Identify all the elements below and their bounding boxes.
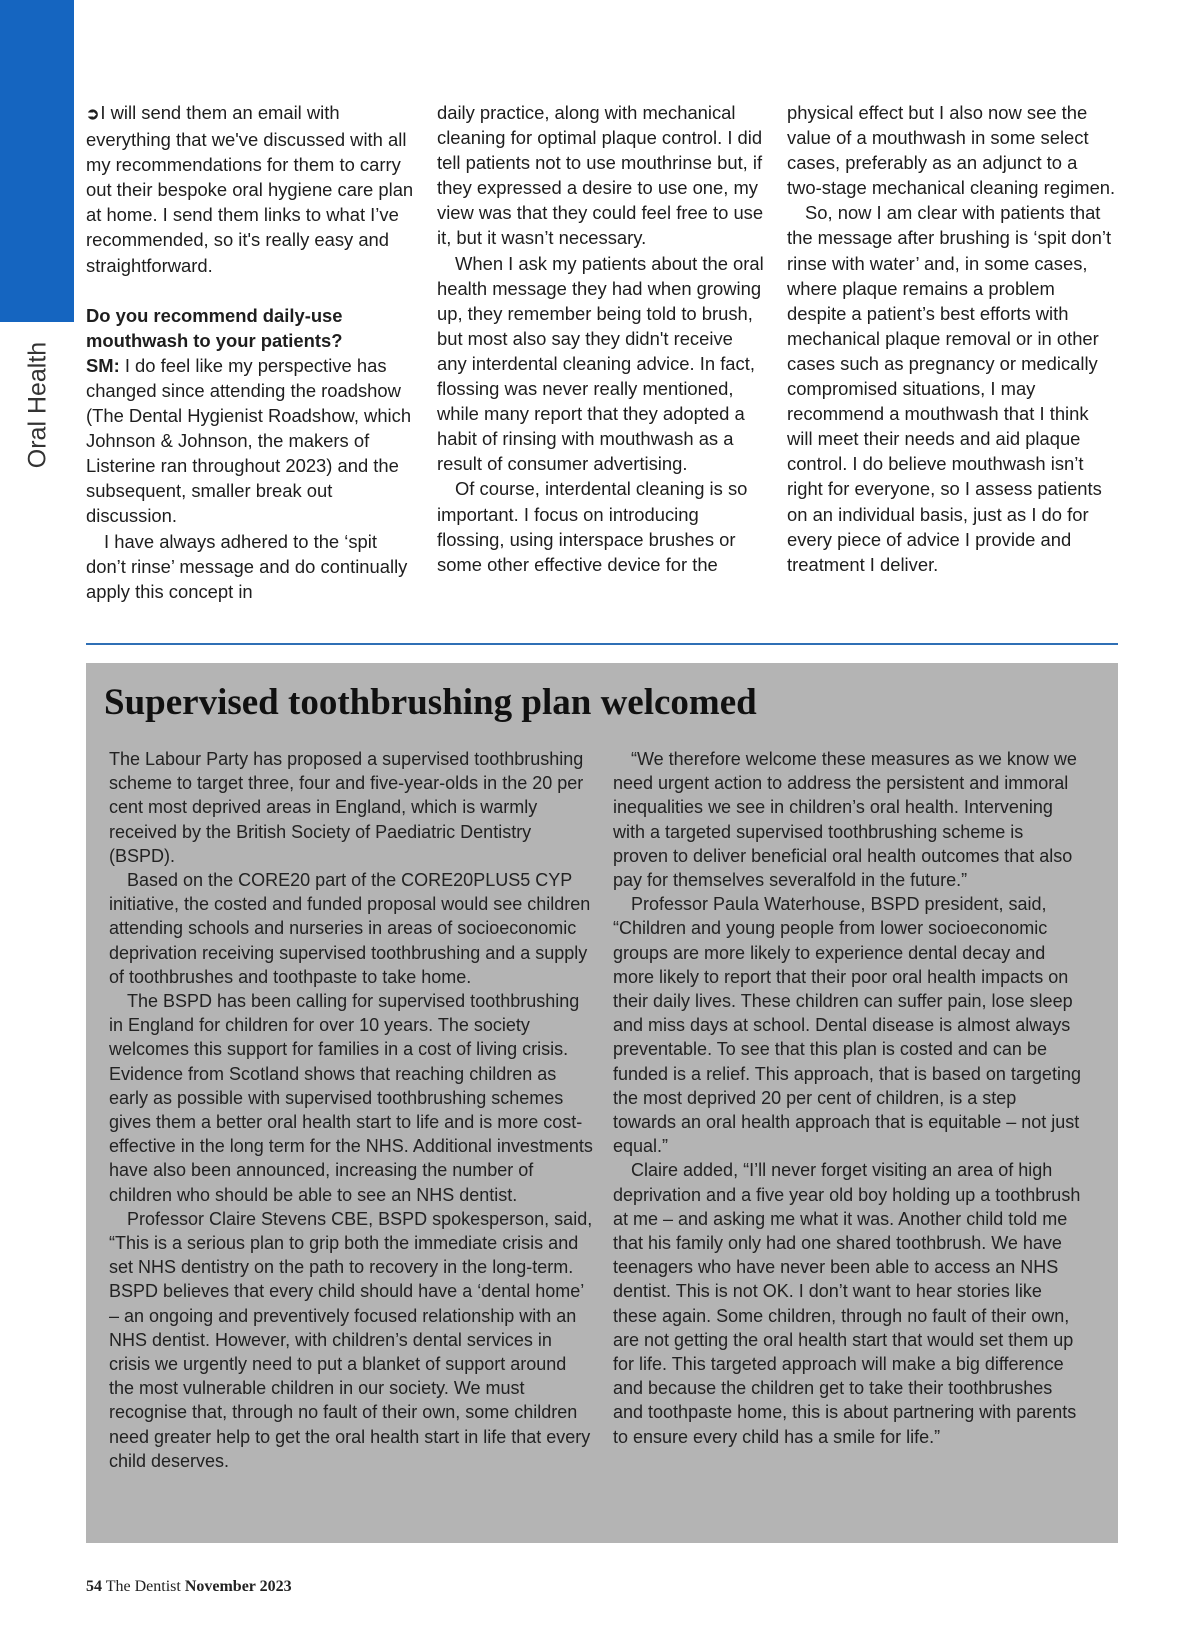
interview-answer: SM: I do feel like my perspective has changed since attending the roadshow (The Dental Hygienist Roadshow, which Johnson & Johnson, the makers of Listerine ran throughout 2023) and the subsequent, smaller break out discussion. [86,354,412,527]
article-paragraph: ➲I will send them an email with everything that we've discussed with all my recommendations for them to carry out their bespoke oral hygiene care plan at home. I send them links to what I’ve recommended, so it's really easy and straightforward. [86,102,414,276]
news-paragraph: Professor Claire Stevens CBE, BSPD spokesperson, said, “This is a serious plan to grip both the immediate crisis and set NHS dentistry on the path to recovery in the long-term. BSPD believes that every child should have a ‘dental home’ – an ongoing and preventively focused relationship with an NHS dentist. However, with children’s dental services in crisis we urgently need to put a blanket of support around the most vulnerable children in our society. We must recognise that, through no fault of their own, some children need greater help to get the oral health start in life that every child deserves. [109,1208,593,1471]
news-paragraph: Claire added, “I’ll never forget visiting an area of high deprivation and a five year old boy holding up a toothbrush at me – and asking me what it was. Another child told me that his family only had one shared toothbrush. We have teenagers who have never been able to access an NHS dentist. This is not OK. I don’t want to hear stories like these again. Some children, through no fault of their own, are not getting the oral health start that would set them up for life. This targeted approach will make a big difference and because the children get to take their toothbrushes and toothpaste home, this is about partnering with parents to ensure every child has a smile for life.” [613,1160,1081,1447]
speaker-initials: SM: [86,354,120,376]
article-paragraph: So, now I am clear with patients that the message after brushing is ‘spit don’t rinse with water’ and, in some cases, where plaque remains a problem despite a patient’s best efforts with mechanical plaque removal or in other cases such as pregnancy or medically compromised situations, I may recommend a mouthwash that I think will meet their needs and aid plaque control. I do believe mouthwash isn’t right for everyone, so I assess patients on an individual basis, just as I do for every piece of advice I provide and treatment I deliver. [787,202,1112,575]
news-box [86,663,1118,1543]
news-box-title: Supervised toothbrushing plan welcomed [104,682,757,723]
article-paragraph: daily practice, along with mechanical cleaning for optimal plaque control. I did tell patients not to use mouthrinse but, if they expressed a desire to use one, my view was that they could feel free to use it, but it wasn’t necessary. [437,102,764,249]
article-paragraph: Of course, interdental cleaning is so important. I focus on introducing flossing, using interspace brushes or some other effective device for the [437,478,748,575]
article-column-1 [86,100,416,604]
page-number: 54 [86,1578,102,1595]
continuation-arrow-icon: ➲ [86,106,100,123]
news-paragraph: Based on the CORE20 part of the CORE20PLUS5 CYP initiative, the costed and funded proposal would see children attending schools and nurseries in areas of socioeconomic deprivation receiving supervised toothbrushing and a supply of toothbrushes and toothpaste to take home. [109,870,591,987]
article-column-3 [787,100,1117,577]
issue-date: November 2023 [184,1578,292,1595]
news-paragraph: The BSPD has been calling for supervised toothbrushing in England for children for over 10 years. The society welcomes this support for families in a cost of living crisis. Evidence from Scotland shows that reaching children as early as possible with supervised toothbrushing schemes gives them a better oral health start to life and is more cost-effective in the long term for the NHS. Additional investments have also been announced, increasing the number of children who should be able to see an NHS dentist. [109,991,593,1205]
article-paragraph: I have always adhered to the ‘spit don’t rinse’ message and do continually apply this concept in [86,530,408,602]
publication-name: The Dentist [105,1578,181,1595]
interview-question: Do you recommend daily-use mouthwash to your patients? [86,304,343,351]
section-color-bar [0,0,74,322]
article-column-2 [437,100,767,577]
section-label: Oral Health [23,341,52,469]
page-footer [86,1578,292,1596]
news-paragraph: “We therefore welcome these measures as we know we need urgent action to address the persistent and immoral inequalities we see in children’s oral health. Intervening with a targeted supervised toothbrushing scheme is proven to deliver beneficial oral health outcomes that also pay for themselves severalfold in the future.” [613,749,1077,891]
section-divider [86,643,1118,645]
news-paragraph: The Labour Party has proposed a supervised toothbrushing scheme to target three, four and five-year-olds in the 20 per cent most deprived areas in England, which is warmly received by the British Society of Paediatric Dentistry (BSPD). [109,749,584,866]
article-paragraph: physical effect but I also now see the value of a mouthwash in some select cases, preferably as an adjunct to a two-stage mechanical cleaning regimen. [787,102,1116,199]
article-paragraph: When I ask my patients about the oral health message they had when growing up, they remember being told to brush, but most also say they didn't receive any interdental cleaning advice. In fact, flossing was never really mentioned, while many report that they adopted a habit of rinsing with mouthwash as a result of consumer advertising. [437,252,764,475]
news-paragraph: Professor Paula Waterhouse, BSPD president, said, “Children and young people from lower socioeconomic groups are more likely to experience dental decay and more likely to report that their poor oral health impacts on their daily lives. These children can suffer pain, lose sleep and miss days at school. Dental disease is almost always preventable. To see that this plan is costed and can be funded is a relief. This approach, that is based on targeting the most deprived 20 per cent of children, is a step towards an oral health approach that is equitable – not just equal.” [613,894,1081,1157]
news-box-column-2 [613,747,1083,1449]
news-box-column-1 [109,747,594,1473]
